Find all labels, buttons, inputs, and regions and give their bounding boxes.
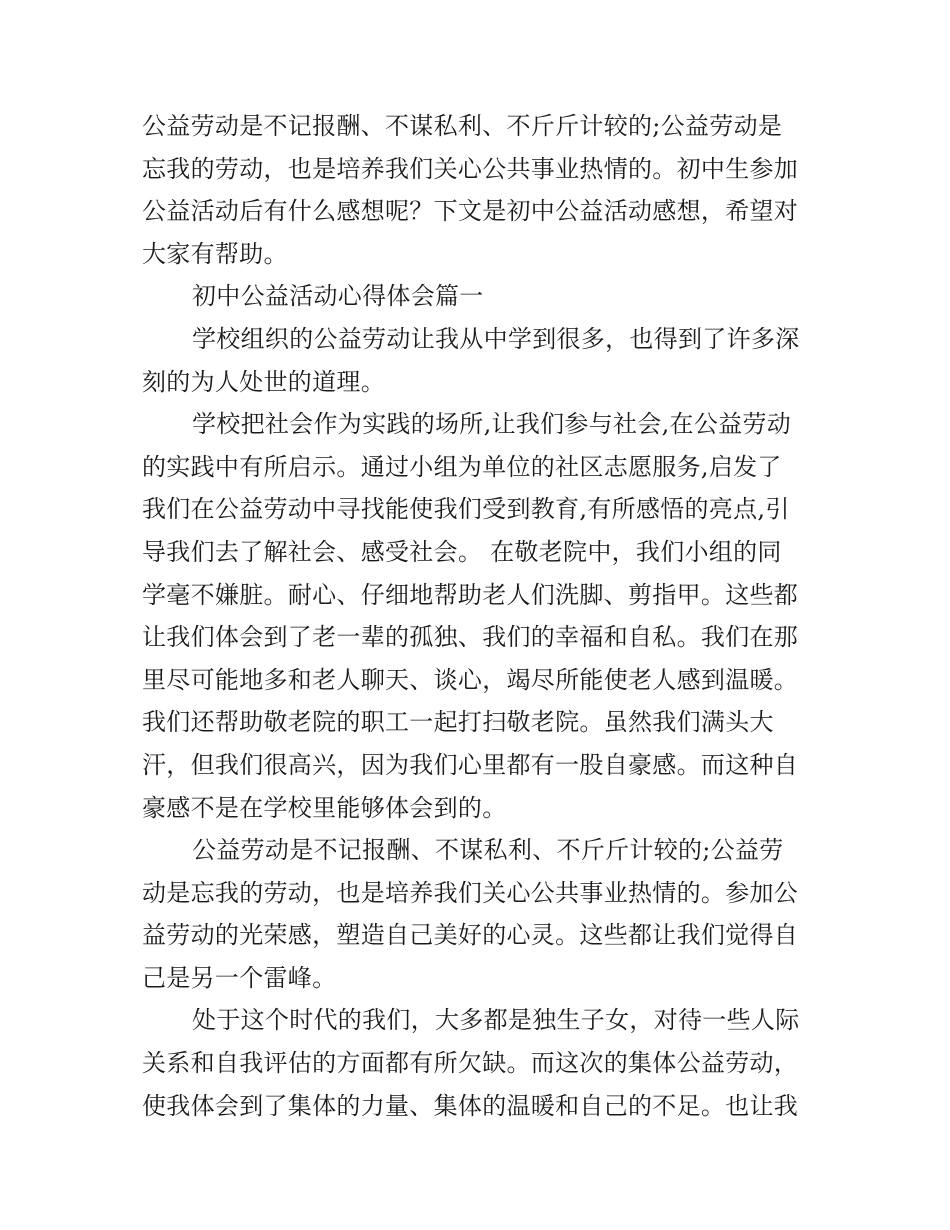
document-body <box>142 105 817 1127</box>
paragraph-3 <box>142 829 817 999</box>
text-line: 益劳动的光荣感，塑造自己美好的心灵。这些都让我们觉得自 <box>142 921 799 950</box>
paragraph-1 <box>142 318 817 403</box>
text-line: 豪感不是在学校里能够体会到的。 <box>142 793 507 822</box>
text-line: 我们还帮助敬老院的职工一起打扫敬老院。虽然我们满头大 <box>142 708 774 737</box>
intro-paragraph <box>142 105 817 275</box>
text-line: 公益劳动是不记报酬、不谋私利、不斤斤计较的;公益劳 <box>192 836 784 865</box>
text-line: 公益劳动是不记报酬、不谋私利、不斤斤计较的;公益劳动是 <box>142 112 783 140</box>
text-line: 公益活动后有什么感想呢？下文是初中公益活动感想，希望对 <box>142 197 799 226</box>
text-line: 里尽可能地多和老人聊天、谈心，竭尽所能使老人感到温暖。 <box>142 665 799 694</box>
text-line: 的实践中有所启示。通过小组为单位的社区志愿服务,启发了 <box>142 452 782 481</box>
text-line: 刻的为人处世的道理。 <box>142 367 385 396</box>
text-line: 汗，但我们很高兴，因为我们心里都有一股自豪感。而这种自 <box>142 750 799 779</box>
text-line: 我们在公益劳动中寻找能使我们受到教育,有所感悟的亮点,引 <box>142 495 790 524</box>
text-line: 让我们体会到了老一辈的孤独、我们的幸福和自私。我们在那 <box>142 623 799 652</box>
text-line: 忘我的劳动，也是培养我们关心公共事业热情的。初中生参加 <box>142 154 799 183</box>
paragraph-2 <box>142 403 817 829</box>
text-line: 导我们去了解社会、感受社会。 在敬老院中，我们小组的同 <box>142 537 782 566</box>
text-line: 己是另一个雷峰。 <box>142 963 337 992</box>
text-line: 使我体会到了集体的力量、集体的温暖和自己的不足。也让我 <box>142 1091 799 1120</box>
text-line: 学校把社会作为实践的场所,让我们参与社会,在公益劳动 <box>192 410 792 439</box>
text-line: 学毫不嫌脏。耐心、仔细地帮助老人们洗脚、剪指甲。这些都 <box>142 580 799 609</box>
text-line: 处于这个时代的我们，大多都是独生子女，对待一些人际 <box>192 1006 800 1035</box>
text-line: 关系和自我评估的方面都有所欠缺。而这次的集体公益劳动， <box>142 1049 799 1078</box>
text-line: 大家有帮助。 <box>142 239 288 268</box>
text-line: 动是忘我的劳动，也是培养我们关心公共事业热情的。参加公 <box>142 878 799 907</box>
text-line: 学校组织的公益劳动让我从中学到很多，也得到了许多深 <box>192 324 800 353</box>
paragraph-4 <box>142 999 817 1127</box>
section-title: 初中公益活动心得体会篇一 <box>192 282 484 311</box>
